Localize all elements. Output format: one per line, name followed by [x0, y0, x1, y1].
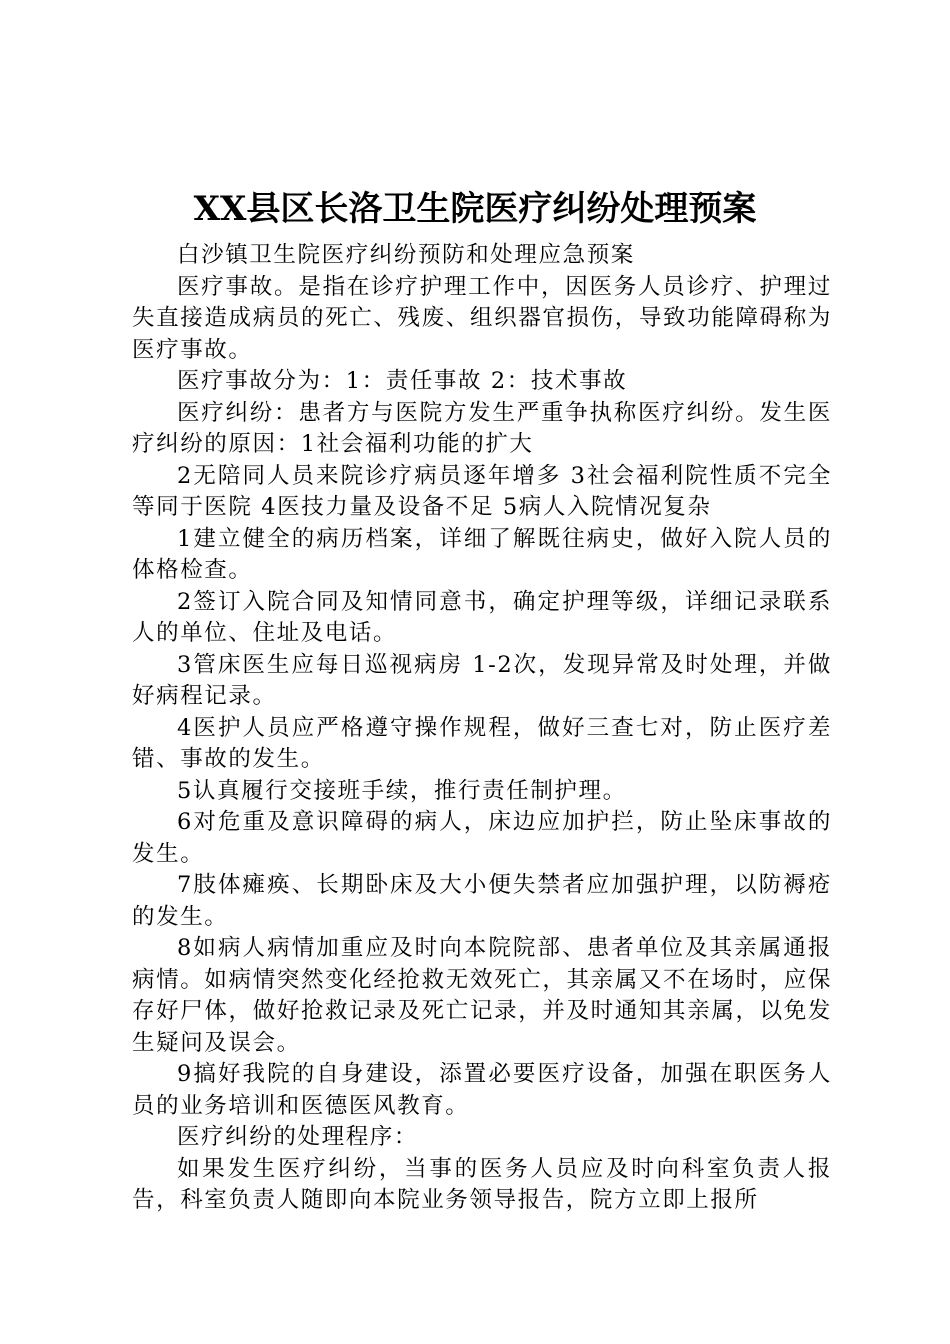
- paragraph: 1建立健全的病历档案，详细了解既往病史，做好入院人员的体格检查。: [132, 525, 832, 583]
- paragraph: 5认真履行交接班手续，推行责任制护理。: [177, 777, 627, 804]
- paragraph: 6对危重及意识障碍的病人，床边应加护拦，防止坠床事故的发生。: [132, 809, 832, 867]
- paragraph: 医疗事故。是指在诊疗护理工作中，因医务人员诊疗、护理过失直接造成病员的死亡、残废、组织器官损伤，导致功能障碍称为医疗事故。: [132, 273, 832, 363]
- paragraph: 8如病人病情加重应及时向本院院部、患者单位及其亲属通报病情。如病情突然变化经抢救无效死亡，其亲属又不在场时，应保存好尸体，做好抢救记录及死亡记录，并及时通知其亲属，以免发生疑问及误会。: [132, 935, 832, 1056]
- paragraph: 4医护人员应严格遵守操作规程，做好三查七对，防止医疗差错、事故的发生。: [132, 714, 832, 772]
- document-body: [132, 240, 832, 1217]
- paragraph: 医疗纠纷：患者方与医院方发生严重争执称医疗纠纷。发生医疗纠纷的原因：1社会福利功能的扩大: [132, 399, 832, 457]
- paragraph: 3管床医生应每日巡视病房 1-2次，发现异常及时处理，并做好病程记录。: [132, 651, 832, 709]
- paragraph: 白沙镇卫生院医疗纠纷预防和处理应急预案: [177, 242, 635, 268]
- paragraph: 2无陪同人员来院诊疗病员逐年增多 3社会福利院性质不完全等同于医院 4医技力量及设备不足 5病人入院情况复杂: [132, 462, 832, 520]
- paragraph: 7肢体瘫痪、长期卧床及大小便失禁者应加强护理，以防褥疮的发生。: [132, 872, 832, 930]
- paragraph: 医疗纠纷的处理程序：: [177, 1124, 419, 1150]
- paragraph: 2签订入院合同及知情同意书，确定护理等级，详细记录联系人的单位、住址及电话。: [132, 588, 832, 646]
- paragraph: 如果发生医疗纠纷，当事的医务人员应及时向科室负责人报告，科室负责人随即向本院业务领导报告，院方立即上报所: [132, 1155, 832, 1213]
- paragraph: 9搞好我院的自身建设，添置必要医疗设备，加强在职医务人员的业务培训和医德医风教育。: [132, 1061, 832, 1119]
- document-title: XX县区长洛卫生院医疗纠纷处理预案: [193, 189, 757, 229]
- paragraph: 医疗事故分为：1：责任事故 2：技术事故: [177, 368, 628, 394]
